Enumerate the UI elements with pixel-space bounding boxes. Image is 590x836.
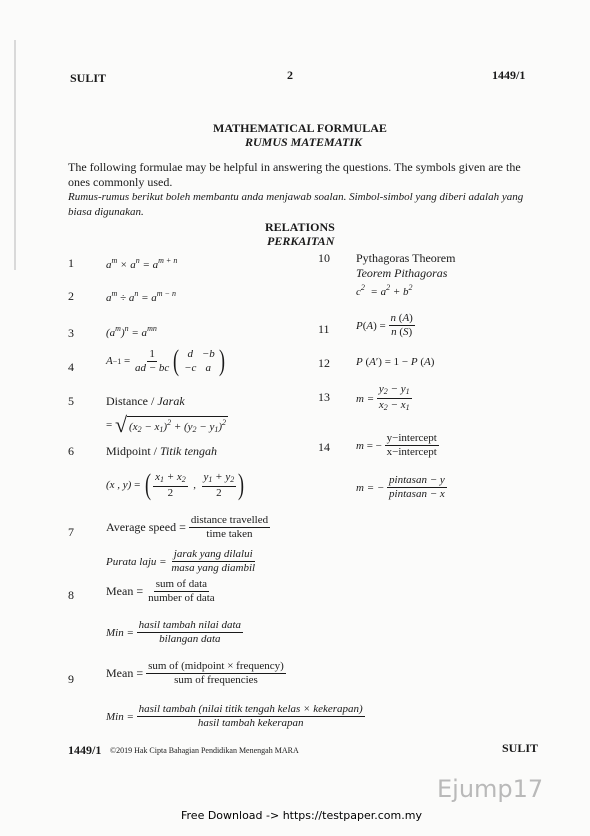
watermark: Ejump17 [437, 775, 544, 803]
formula-3: $(a^m)^n = a^{mn}$ [106, 324, 157, 339]
formula-number: 4 [68, 360, 74, 374]
distance-label: Distance / Jarak [106, 394, 185, 408]
formula-number: 3 [68, 326, 74, 340]
pythagoras-label-en: Pythagoras Theorem [356, 251, 456, 265]
formula-5: = √ $(x_2 - x_1)^2 + (y_2 - y_1)^2$ [106, 412, 227, 437]
formula-8-en: Mean = $\frac{\text{sum of data}}{\text{number of data}}$ [106, 578, 215, 604]
footer-paper-code: 1449/1 [68, 743, 102, 757]
formula-1: $a^m \times a^n = a^{m + n}$ [106, 256, 178, 271]
formula-number: 2 [68, 289, 74, 303]
footer-sulit: SULIT [502, 741, 539, 755]
formula-2: $a^m \div a^n = a^{m - n}$ [106, 289, 176, 304]
footer-copyright: ©2019 Hak Cipta Bahagian Pendidikan Menengah MARA [110, 746, 299, 755]
formula-8-ms: Min = $\frac{\text{hasil tambah nilai data}}{\text{bilangan data}}$ [106, 619, 242, 645]
header-sulit: SULIT [70, 71, 107, 85]
formula-number: 10 [318, 251, 330, 265]
midpoint-label: Midpoint / Titik tengah [106, 444, 218, 458]
intro-en: The following formulae may be helpful in answering the questions. The symbols given are the ones commonly used. [68, 160, 521, 189]
formula-number: 13 [318, 390, 330, 404]
formula-number: 6 [68, 444, 74, 458]
formula-number: 9 [68, 672, 74, 686]
pythagoras-label-ms: Teorem Pithagoras [356, 266, 448, 280]
formula-9-en: Mean = $\frac{\text{sum of (midpoint × frequency)}}{\text{sum of frequencies}}$ [106, 660, 284, 686]
formula-11: P ( A ) = $\frac{n (A)}{n (S)}$ [356, 312, 413, 338]
formula-number: 8 [68, 588, 74, 602]
formula-number: 5 [68, 394, 74, 408]
formula-14-en: m = − $\frac{\text{y−intercept}}{\text{x−intercept}}$ [356, 432, 437, 458]
formula-number: 11 [318, 322, 330, 336]
download-link[interactable]: Free Download -> https://testpaper.com.my [181, 809, 422, 822]
formula-10: $c^2 = a^2 + b^2$ [356, 283, 413, 298]
formula-6: (x , y) = ( $\frac{x_1 + x_2}{2}$ , $\frac{y_1 + y_2}{2}$ ) [106, 468, 245, 501]
section-title-ms: PERKAITAN [267, 234, 335, 248]
title-ms: RUMUS MATEMATIK [245, 135, 363, 149]
header-paper-code: 1449/1 [492, 68, 526, 82]
title-en: MATHEMATICAL FORMULAE [213, 121, 387, 135]
formula-9-ms: Min = $\frac{\text{hasil tambah (nilai titik tengah kelas × kekerapan)}}{\text{hasil tambah kekerapan}}$ [106, 703, 363, 729]
formula-7-ms: Purata laju = $\frac{\text{jarak yang dilalui}}{\text{masa yang diambil}}$ [106, 548, 256, 574]
formula-4: A −1 = $\frac{1}{ad - bc}$ ( d −b −c a ) [106, 344, 226, 377]
scan-edge [14, 40, 16, 270]
formula-number: 1 [68, 256, 74, 270]
header-page-number: 2 [287, 68, 293, 82]
formula-number: 14 [318, 440, 330, 454]
formula-7-en: Average speed = $\frac{\text{distance travelled}}{\text{time taken}}$ [106, 514, 269, 540]
formula-number: 7 [68, 525, 74, 539]
formula-13: m = $\frac{y_2 - y_1}{x_2 - x_1}$ [356, 383, 410, 412]
formula-14-ms: m = − $\frac{\text{pintasan − y}}{\text{pintasan − x}}$ [356, 474, 445, 500]
section-title-en: RELATIONS [265, 220, 335, 234]
intro-ms: Rumus-rumus berikut boleh membantu anda menjawab soalan. Simbol-simbol yang diberi adalah yang biasa digunakan. [68, 191, 524, 218]
formula-number: 12 [318, 356, 330, 370]
formula-12: P (A′) = 1 − P (A) [356, 356, 435, 368]
